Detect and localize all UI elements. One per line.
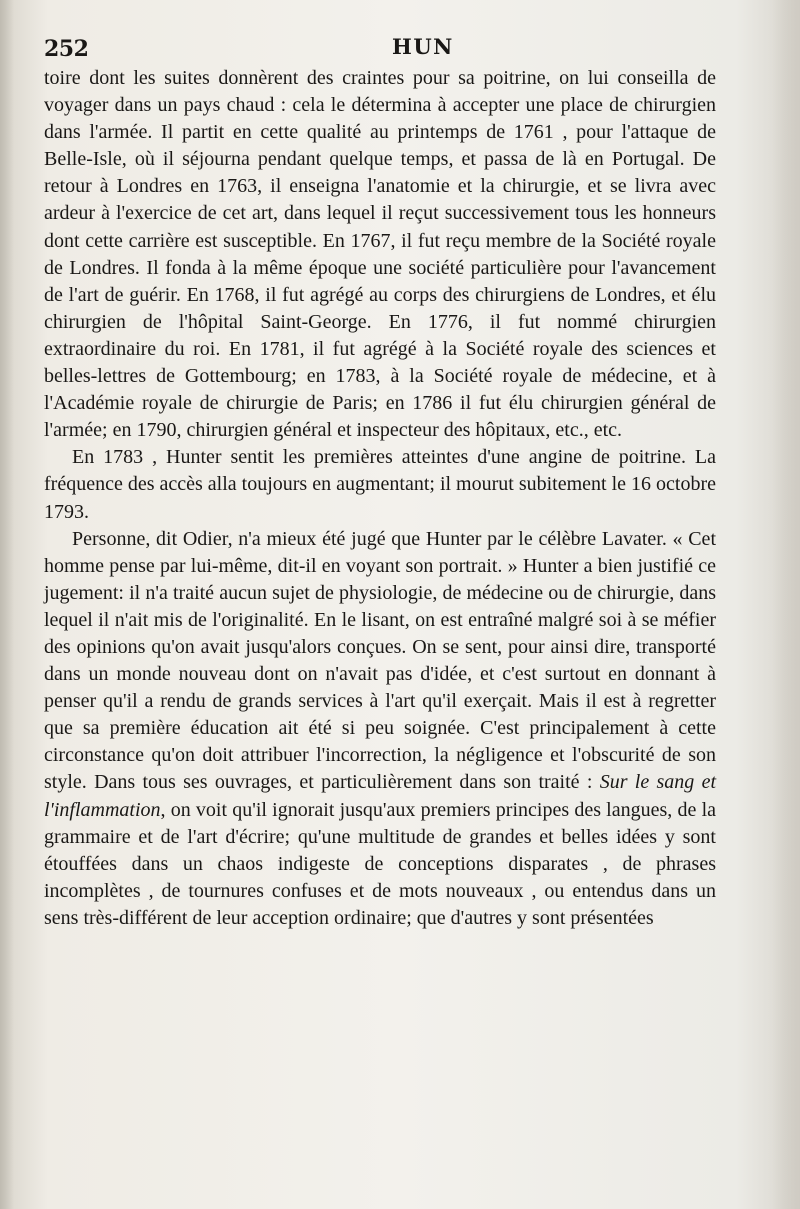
paragraph-career: toire dont les suites donnèrent des craintes pour sa poitrine, on lui conseilla de voyager dans un pays chaud : cela le détermina à accepter une place de chirurgien dans l'armée. Il partit en cette qualité au printemps de 1761 , pour l'attaque de Belle-Isle, où il séjourna pendant quelque temps, et passa de là en Portugal. De retour à Londres en 1763, il enseigna l'anatomie et la chirurgie, et se livra avec ardeur à l'exercice de cet art, dans lequel il reçut successivement tous les honneurs dont cette carrière est susceptible. En 1767, il fut reçu membre de la Société royale de Londres. Il fonda à la même époque une société particulière pour l'avancement de l'art de guérir. En 1768, il fut agrégé au corps des chirurgiens de Londres, et élu chirurgien de l'hôpital Saint-George. En 1776, il fut nommé chirurgien extraordinaire du roi. En 1781, il fut agrégé à la Société royale des sciences et belles-lettres de Gottembourg; en 1783, à la Société royale de médecine, et à l'Académie royale de chirurgie de Paris; en 1786 il fut élu chirurgien général de l'armée; en 1790, chirurgien général et inspecteur des hôpitaux, etc., etc.: [44, 67, 716, 442]
page-header: [44, 34, 716, 64]
running-head: HUN: [392, 34, 454, 59]
assessment-text-before: Personne, dit Odier, n'a mieux été jugé que Hunter par le célèbre Lavater. « Cet homme pense par lui-même, dit-il en voyant son portrait. » Hunter a bien justifié ce jugement: il n'a traité aucun sujet de physiologie, de médecine ou de chirurgie, dans lequel il n'ait mis de l'originalité. En le lisant, on est entraîné malgré soi à se méfier des opinions qu'on avait jusqu'alors conçues. On se sent, pour ainsi dire, transporté dans un monde nouveau dont on n'avait pas d'idée, et c'est surtout en donnant à penser qu'il a rendu de grands services à l'art qu'il exerçait. Mais il est à regretter que sa première éducation ait été si peu soignée. C'est principalement à cette circonstance qu'on doit attribuer l'incorrection, la négligence et l'obscurité de son style. Dans tous ses ouvrages, et particulièrement dans son traité :: [44, 527, 716, 794]
paragraph-assessment: [44, 526, 716, 932]
body-text: [44, 65, 716, 932]
page-number: 252: [44, 36, 89, 62]
paragraph-death: En 1783 , Hunter sentit les premières atteintes d'une angine de poitrine. La fréquence des accès alla toujours en augmentant; il mourut subitement le 16 octobre 1793.: [44, 446, 716, 523]
assessment-text-after: , on voit qu'il ignorait jusqu'aux premiers principes des langues, de la grammaire et de l'art d'écrire; qu'une multitude de grandes et belles idées y sont étouffées dans un chaos indigeste de conceptions disparates , de phrases incomplètes , de tournures confuses et de mots nouveaux , ou entendus dans un sens très-différent de leur acception ordinaire; que d'autres y sont présentées: [44, 798, 716, 929]
page-edge-shadow-left: [0, 0, 14, 1209]
page-edge-shadow-right: [772, 0, 800, 1209]
treatise-title: Sur le sang et l'inflammation: [44, 771, 717, 821]
